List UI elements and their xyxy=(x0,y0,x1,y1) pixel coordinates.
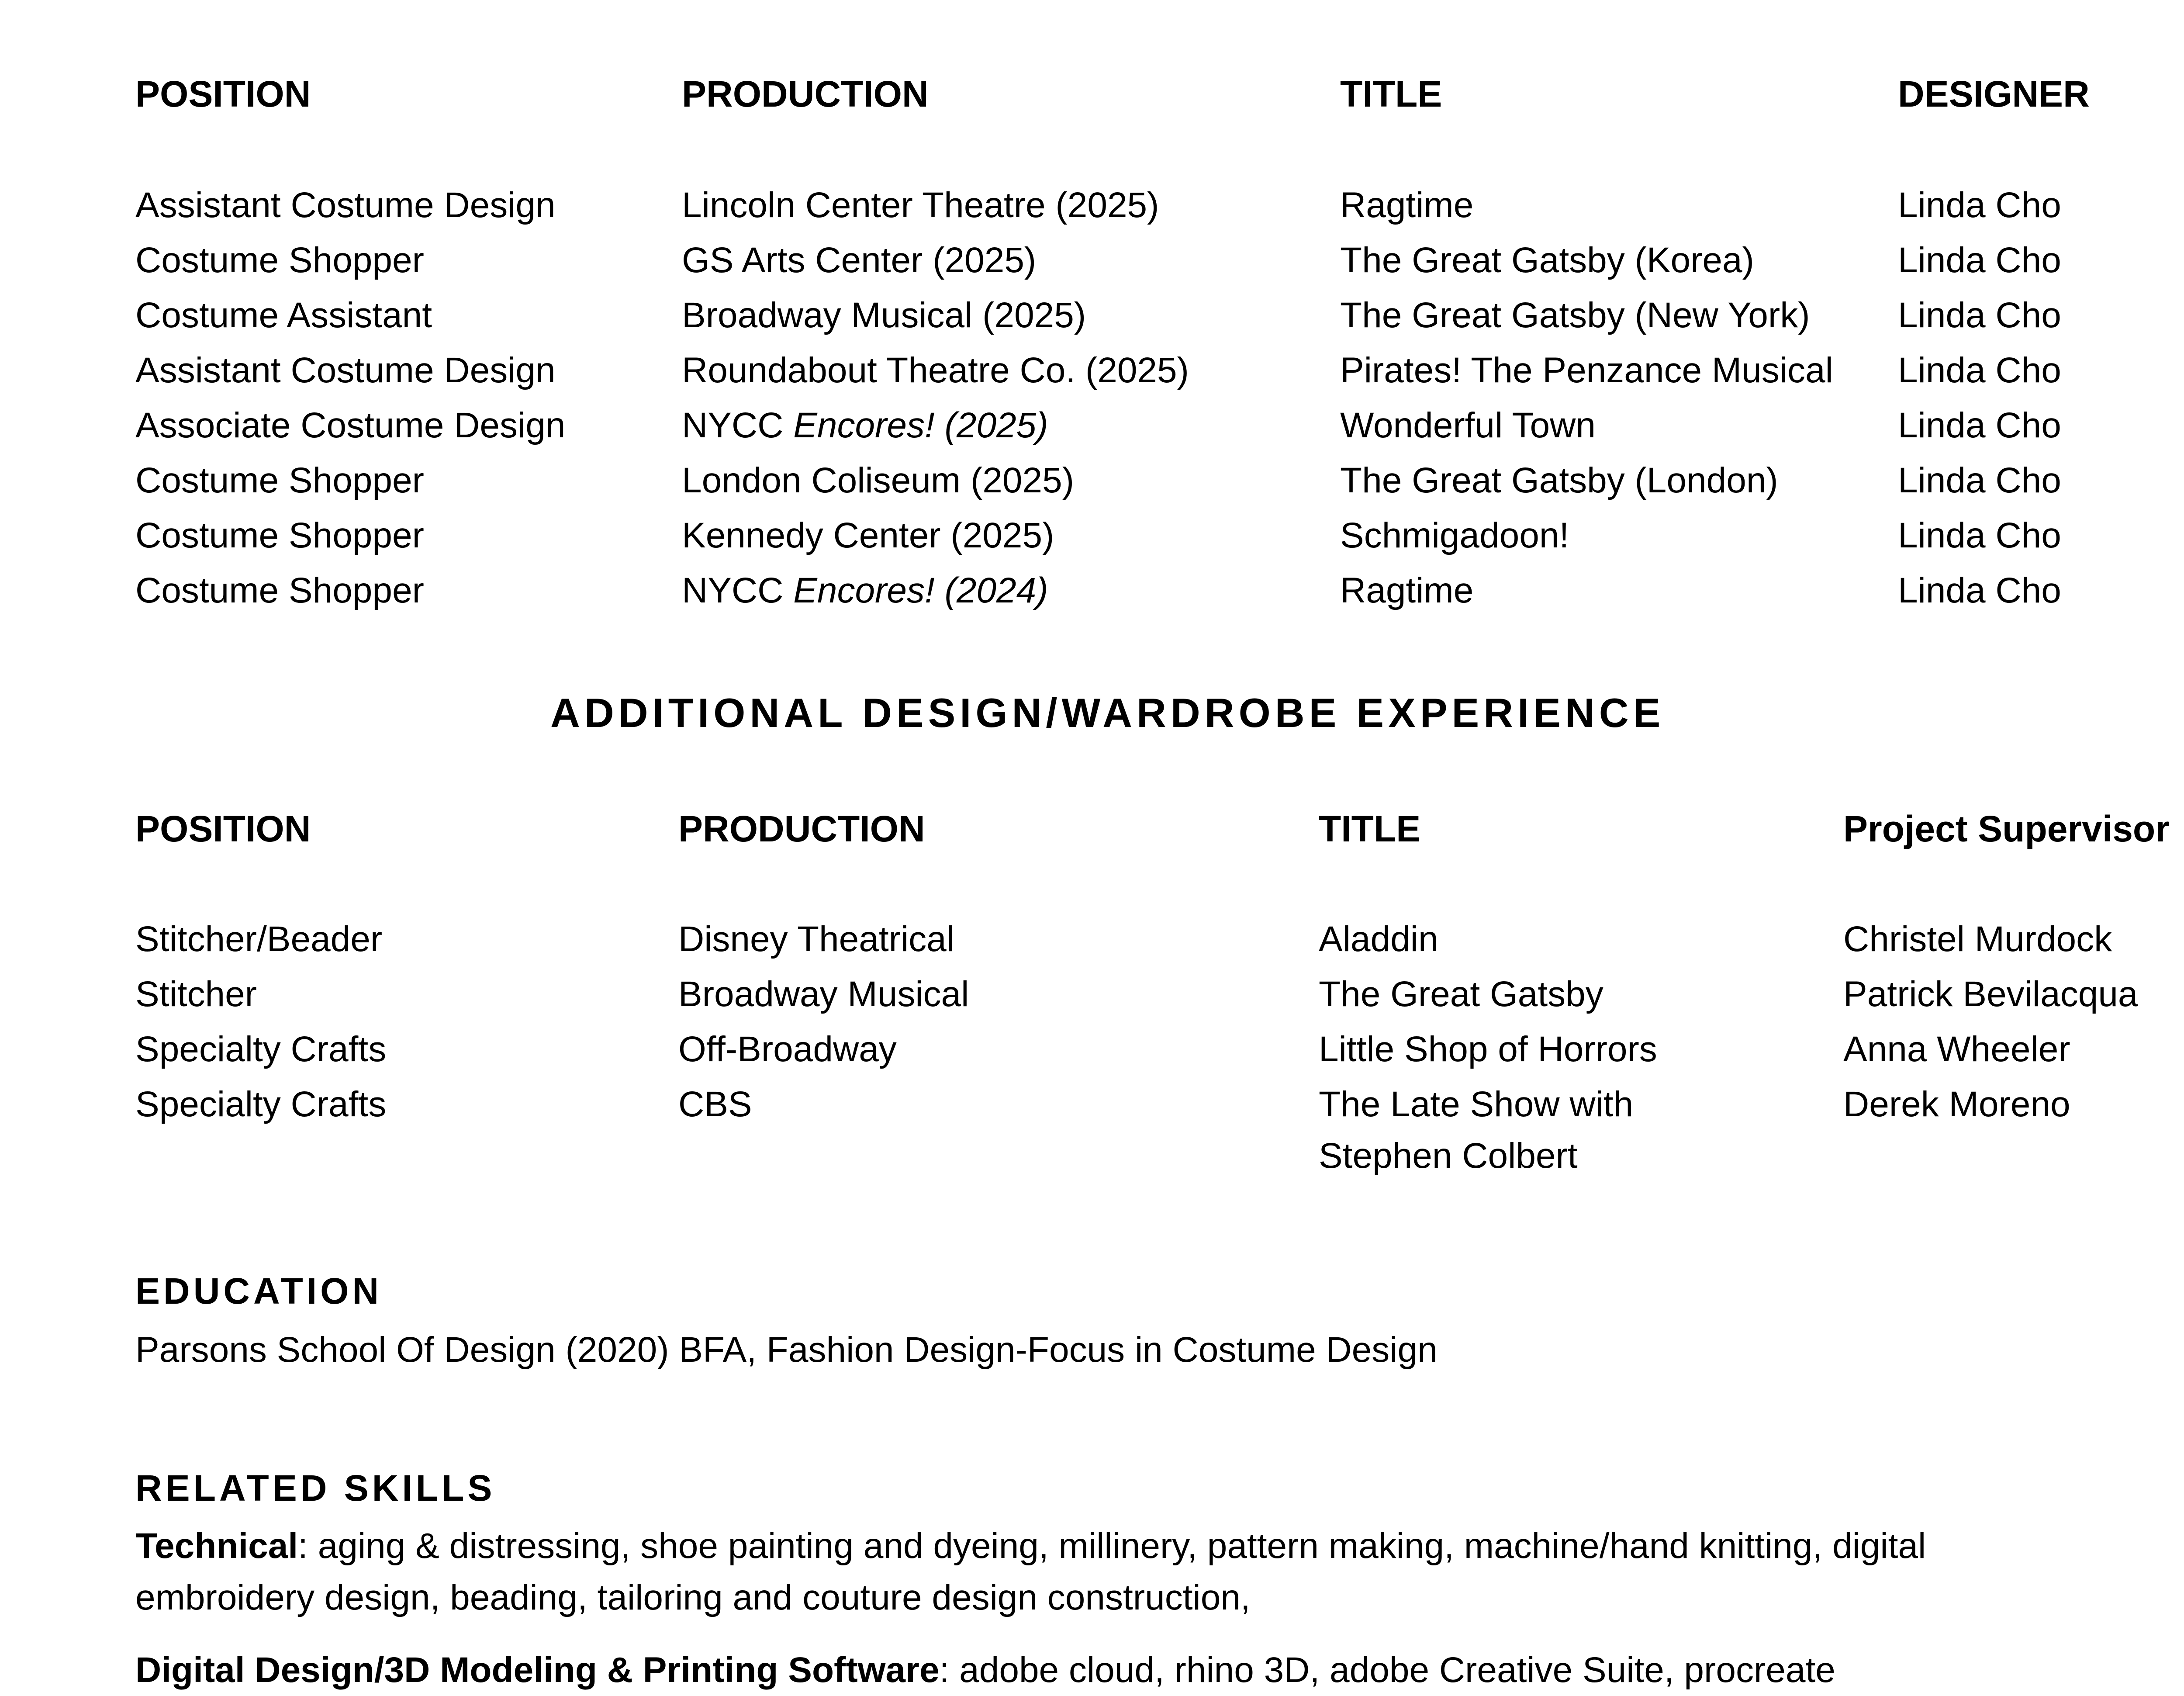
section-heading-skills: RELATED SKILLS xyxy=(135,1468,496,1509)
table-cell-title: The Great Gatsby (New York) xyxy=(1340,295,1810,335)
table-cell-production xyxy=(682,569,1048,613)
production-prefix: NYCC xyxy=(682,405,794,445)
table-cell-production xyxy=(682,404,1048,447)
column-header-position: POSITION xyxy=(135,73,311,114)
table-cell-production: London Coliseum (2025) xyxy=(682,460,1074,500)
table-cell-supervisor: Patrick Bevilacqua xyxy=(1843,974,2138,1014)
table-cell-designer: Linda Cho xyxy=(1898,571,2061,610)
skills-technical-text: : aging & distressing, shoe painting and dyeing, millinery, pattern making, machine/hand knitting, digital xyxy=(298,1526,1926,1566)
skills-technical-label: Technical xyxy=(135,1526,298,1566)
table-cell-position: Specialty Crafts xyxy=(135,1084,387,1124)
education-text: Parsons School Of Design (2020) BFA, Fashion Design-Focus in Costume Design xyxy=(135,1330,1438,1370)
table-cell-title: The Great Gatsby (London) xyxy=(1340,460,1778,500)
table-cell-position: Costume Shopper xyxy=(135,571,424,610)
table-cell-production: Broadway Musical xyxy=(678,974,969,1014)
table-cell-designer: Linda Cho xyxy=(1898,350,2061,390)
table-cell-production: Disney Theatrical xyxy=(678,919,954,959)
table-cell-production: Broadway Musical (2025) xyxy=(682,295,1086,335)
production-italic: Encores! (2024) xyxy=(793,571,1048,610)
column-header-supervisor: Project Supervisor xyxy=(1843,808,2170,849)
production-italic: Encores! (2025) xyxy=(793,405,1048,445)
column-header-title: TITLE xyxy=(1319,808,1421,849)
table-cell-title: Pirates! The Penzance Musical xyxy=(1340,350,1833,390)
table-cell-title-line1: The Late Show with xyxy=(1319,1084,1634,1124)
table-cell-supervisor: Christel Murdock xyxy=(1843,919,2112,959)
table-cell-title: Little Shop of Horrors xyxy=(1319,1029,1657,1069)
table-cell-designer: Linda Cho xyxy=(1898,516,2061,555)
skills-digital-line xyxy=(135,1644,1835,1696)
column-header-production: PRODUCTION xyxy=(682,73,929,114)
table-cell-position: Costume Shopper xyxy=(135,516,424,555)
table-cell-title: Aladdin xyxy=(1319,919,1438,959)
table-cell-title-line2: Stephen Colbert xyxy=(1319,1136,1578,1176)
table-cell-position: Associate Costume Design xyxy=(135,405,566,445)
section-heading-additional: ADDITIONAL DESIGN/WARDROBE EXPERIENCE xyxy=(550,690,1665,736)
table-cell-title: Ragtime xyxy=(1340,185,1474,225)
table-cell-production: Off-Broadway xyxy=(678,1029,897,1069)
table-cell-designer: Linda Cho xyxy=(1898,460,2061,500)
table-cell-position: Costume Shopper xyxy=(135,460,424,500)
table-cell-production: Kennedy Center (2025) xyxy=(682,516,1054,555)
table-cell-position: Assistant Costume Design xyxy=(135,350,556,390)
table-cell-production: CBS xyxy=(678,1084,752,1124)
skills-technical-line1 xyxy=(135,1520,1926,1572)
table-cell-designer: Linda Cho xyxy=(1898,405,2061,445)
skills-digital-text: : adobe cloud, rhino 3D, adobe Creative Suite, procreate xyxy=(939,1650,1835,1690)
table-cell-position: Stitcher xyxy=(135,974,257,1014)
table-cell-title: The Great Gatsby (Korea) xyxy=(1340,240,1754,280)
column-header-title: TITLE xyxy=(1340,73,1442,114)
table-cell-position: Assistant Costume Design xyxy=(135,185,556,225)
table-cell-title: The Great Gatsby xyxy=(1319,974,1603,1014)
table-cell-designer: Linda Cho xyxy=(1898,185,2061,225)
column-header-designer: DESIGNER xyxy=(1898,73,2090,114)
skills-technical-line2: embroidery design, beading, tailoring and couture design construction, xyxy=(135,1578,1251,1617)
table-cell-designer: Linda Cho xyxy=(1898,295,2061,335)
table-cell-production: Lincoln Center Theatre (2025) xyxy=(682,185,1159,225)
production-prefix: NYCC xyxy=(682,571,794,610)
section-heading-education: EDUCATION xyxy=(135,1270,383,1312)
table-cell-production: Roundabout Theatre Co. (2025) xyxy=(682,350,1189,390)
table-cell-supervisor: Anna Wheeler xyxy=(1843,1029,2070,1069)
table-cell-position: Specialty Crafts xyxy=(135,1029,387,1069)
column-header-production: PRODUCTION xyxy=(678,808,925,849)
column-header-position: POSITION xyxy=(135,808,311,849)
table-cell-title: Schmigadoon! xyxy=(1340,516,1569,555)
table-cell-position: Costume Assistant xyxy=(135,295,432,335)
table-cell-position: Costume Shopper xyxy=(135,240,424,280)
table-cell-position: Stitcher/Beader xyxy=(135,919,383,959)
table-cell-supervisor: Derek Moreno xyxy=(1843,1084,2070,1124)
skills-digital-label: Digital Design/3D Modeling & Printing Software xyxy=(135,1650,940,1690)
table-cell-production: GS Arts Center (2025) xyxy=(682,240,1037,280)
table-cell-title: Wonderful Town xyxy=(1340,405,1596,445)
table-cell-title: Ragtime xyxy=(1340,571,1474,610)
table-cell-designer: Linda Cho xyxy=(1898,240,2061,280)
